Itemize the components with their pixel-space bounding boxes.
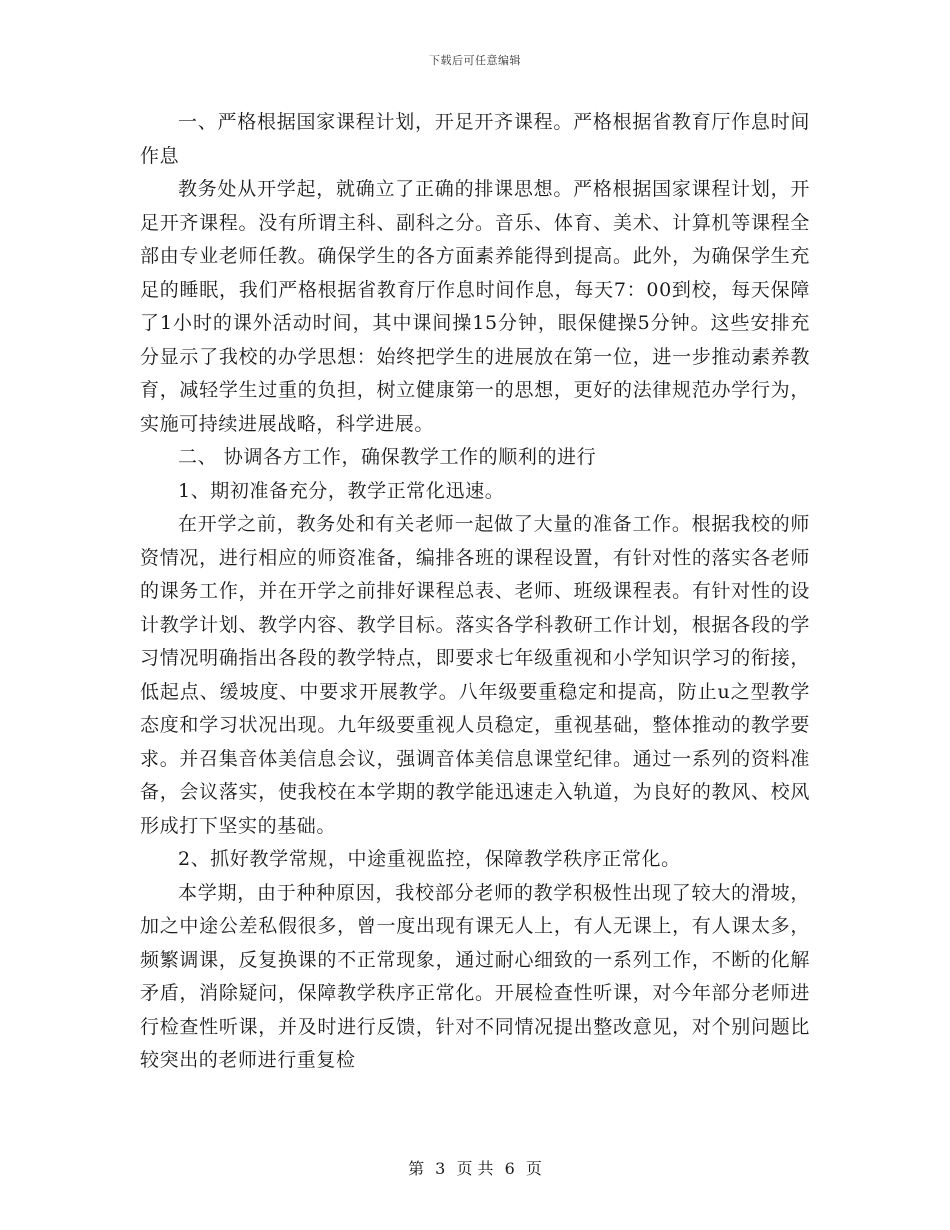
page-footer	[0, 1156, 950, 1179]
subsection-heading-2: 2、抓好教学常规，中途重视监控，保障教学秩序正常化。	[178, 848, 681, 870]
footer-suffix: 页	[525, 1159, 542, 1178]
document-body	[140, 106, 810, 1078]
footer-middle: 页 共	[456, 1159, 494, 1178]
body-paragraph: 在开学之前，教务处和有关老师一起做了大量的准备工作。根据我校的师资情况，进行相应的师资准备，编排各班的课程设置，有针对性的落实各老师的课务工作，并在开学之前排好课程总表、老师、班级课程表。有针对性的设计教学计划、教学内容、教学目标。落实各学科教研工作计划，根据各段的学习情况明确指出各段的教学特点，即要求七年级重视和小学知识学习的衔接，低起点、缓坡度、中要求开展教学。八年级要重稳定和提高，防止u之型教学态度和学习状况出现。九年级要重视人员稳定，重视基础，整体推动的教学要求。并召集音体美信息会议，强调音体美信息课堂纪律。通过一系列的资料准备，会议落实，使我校在本学期的教学能迅速走入轨道，为良好的教风、校风形成打下坚实的基础。	[140, 513, 810, 837]
page-total: 6	[504, 1159, 515, 1178]
page-header-note: 下载后可任意编辑	[429, 54, 521, 67]
body-paragraph: 教务处从开学起，就确立了正确的排课思想。严格根据国家课程计划，开足开齐课程。没有所谓主科、副科之分。音乐、体育、美术、计算机等课程全部由专业老师任教。确保学生的各方面素养能得到提高。此外，为确保学生充足的睡眠，我们严格根据省教育厅作息时间作息，每天7：00到校，每天保障了1小时的课外活动时间，其中课间操15分钟，眼保健操5分钟。这些安排充分显示了我校的办学思想：始终把学生的进展放在第一位，进一步推动素养教育，减轻学生过重的负担，树立健康第一的思想，更好的法律规范办学行为，实施可持续进展战略，科学进展。	[140, 178, 810, 435]
page-number: 3	[435, 1159, 446, 1178]
footer-prefix: 第	[408, 1159, 425, 1178]
subsection-heading-1: 1、期初准备充分，教学正常化迅速。	[178, 479, 505, 502]
section-heading-2: 二、 协调各方工作，确保教学工作的顺利的进行	[178, 446, 597, 468]
section-heading-1: 一、严格根据国家课程计划，开足开齐课程。严格根据省教育厅作息时间作息	[140, 111, 810, 167]
body-paragraph: 本学期，由于种种原因，我校部分老师的教学积极性出现了较大的滑坡，加之中途公差私假很多，曾一度出现有课无人上，有人无课上，有人课太多，频繁调课，反复换课的不正常现象，通过耐心细致的一系列工作，不断的化解矛盾，消除疑问，保障教学秩序正常化。开展检查性听课，对今年部分老师进行检查性听课，并及时进行反馈，针对不同情况提出整改意见，对个别问题比较突出的老师进行重复检	[140, 881, 810, 1071]
